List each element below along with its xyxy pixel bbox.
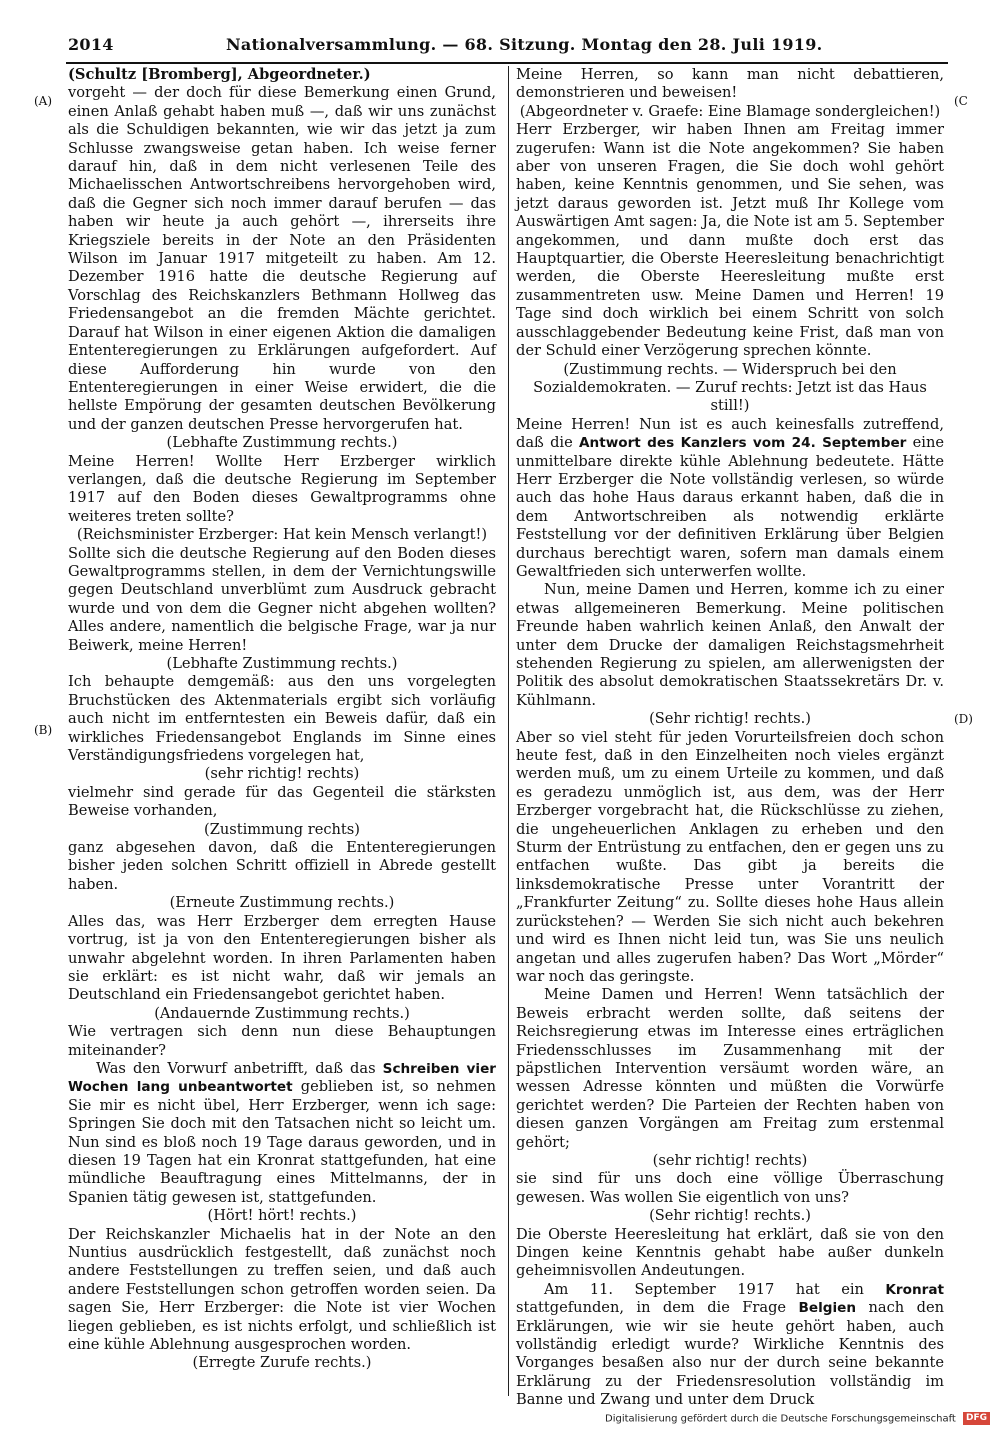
margin-marker-c: (C [954,94,968,108]
interjection: (Erneute Zustimmung rechts.) [169,894,395,912]
interjection: (Sehr richtig! rechts.) [649,710,811,728]
margin-marker-d: (D) [954,712,973,726]
paragraph: Aber so viel steht für jeden Vorurteilsfreien doch schon heute fest, daß in den Einzelheiten noch vieles ergänzt werden muß, um zu einem Urteile zu kommen, und daß es geradezu unmöglich ist, aus dem, was der Herr Erzberger vorgebracht hat, die Rückschlüsse zu ziehen, die ungeheuerlichen Anklagen zu erheben und den Sturm der Entrüstung zu entfachen, den er gegen uns zu entfachen wußte. Das gibt ja bereits die linksdemokratische Presse unter Vorantritt der „Frankfurter Zeitung“ zu. Sollte dieses hohe Haus allein zurückstehen? — Werden Sie sich nicht auch bekehren und wird es Ihnen nicht leid tun, was Sie uns neulich angetan und alles zugerufen haben? Das Wort „Mörder“ war noch das geringste. [516,728,944,985]
interjection: (sehr richtig! rechts) [204,765,360,783]
paragraph: Der Reichskanzler Michaelis hat in der Note an den Nuntius ausdrücklich festgestellt, daß zunächst noch andere Feststellungen zu treffen seien, und daß auch andere Feststellungen schon getroffen worden seien. Da sagen Sie, Herr Erzberger: die Note ist vier Wochen liegen geblieben, es ist nichts erfolgt, und schließlich ist eine kühle Ablehnung ausgesprochen worden. [68,1225,496,1354]
speaker-line: (Schultz [Bromberg], Abgeordneter.) [68,66,371,83]
paragraph: Die Oberste Heeresleitung hat erklärt, daß sie von den Dingen keine Kenntnis gehabt habe außer dunkeln geheimnisvollen Andeutungen. [516,1225,944,1280]
text-run: Meine Herren! Nun ist es auch keinesfalls zutreffend, daß die [516,415,944,452]
emphasis: Schreiben vier Wochen lang unbeantwortet [68,1060,496,1096]
interjection: (Sehr richtig! rechts.) [649,1207,811,1225]
emphasis: Antwort des Kanzlers vom 24. September [579,435,907,452]
paragraph: ganz abgesehen davon, daß die Ententeregierungen bisher jeden solchen Schritt offiziell in Abrede gestellt haben. [68,839,496,893]
paragraph: Meine Herren! Wollte Herr Erzberger wirklich verlangen, daß die deutsche Regierung im September 1917 auf den Boden dieses Gewaltprogramms ohne weiteres treten sollte? [68,452,496,525]
interjection: (sehr richtig! rechts) [652,1151,808,1169]
credit-text: Digitalisierung gefördert durch die Deutsche Forschungsgemeinschaft [605,1413,956,1425]
emphasis: Belgien [798,1300,857,1317]
margin-marker-b: (B) [34,723,53,737]
paragraph: vielmehr sind gerade für das Gegenteil die stärksten Beweise vorhanden, [68,783,496,820]
text-run: stattgefunden, in dem die Frage [516,1299,787,1317]
interjection: (Zustimmung rechts) [204,820,360,838]
text-run: Am 11. September 1917 hat ein [544,1280,864,1298]
page-number: 2014 [68,35,114,54]
emphasis: Kronrat [885,1281,945,1298]
column-divider [508,66,509,1396]
margin-marker-a: (A) [34,94,53,108]
running-title: Nationalversammlung. — 68. Sitzung. Montag den 28. Juli 1919. [226,35,823,54]
paragraph: Nun, meine Damen und Herren, komme ich zu einer etwas allgemeineren Bemerkung. Meine politischen Freunde haben wahrlich keinen Anlaß, den Anwalt der unter dem Drucke der damaligen Reichstagsmehrheit stehenden Regierung zu spielen, am allerwenigsten der Politik des absolut demokratischen Staatssekretärs Dr. v. Kühlmann. [516,581,944,709]
digitization-credit [605,1412,990,1428]
header-rule [66,62,948,64]
text-run: eine unmittelbare direkte kühle Ablehnung bedeutete. Hätte Herr Erzberger die Note vollständig verlesen, so würde auch das hohe Haus daraus erkannt haben, daß die in dem Antwortschreiben als notwendig erklärte Feststellung vor der definitiven Erklärung über Belgien durchaus berechtigt waren, sofern man damals einem Gewaltfrieden sich unterwerfen wollte. [516,434,945,580]
paragraph: Sollte sich die deutsche Regierung auf den Boden dieses Gewaltprogramms stellen, in dem der Vernichtungswille gegen Deutschland unverblümt zum Ausdruck gebracht wurde und von dem die Gegner nicht abgehen wollten? Alles andere, namentlich die belgische Frage, war ja nur Beiwerk, meine Herren! [68,544,496,654]
paragraph [516,1281,944,1410]
interjection: (Hört! hört! rechts.) [207,1207,357,1225]
text-run: Was den Vorwurf anbetrifft, daß das [96,1059,376,1077]
paragraph: Meine Damen und Herren! Wenn tatsächlich der Beweis erbracht werden sollte, daß seitens der Reichsregierung etwas im Interesse eines erträglichen Friedensschlusses im Zusammenhang mit der päpstlichen Intervention versäumt worden wäre, an wessen Adresse könnten und müßten die Vorwürfe gerichtet werden? Die Parteien der Rechten haben von diesen ganzen Vorgängen am Freitag zum erstenmal gehört; [516,986,944,1151]
paragraph: Herr Erzberger, wir haben Ihnen am Freitag immer zugerufen: Wann ist die Note angekommen? Sie haben aber von unseren Fragen, die Sie doch wohl gehört haben, keine Kenntnis genommen, und Sie sehen, was jetzt daraus geworden ist. Jetzt muß Ihr Kollege vom Auswärtigen Amt sagen: Ja, die Note ist am 5. September angekommen, und dann mußte doch erst das Hauptquartier, die Oberste Heeresleitung benachrichtigt werden, die Oberste Heeresleitung mußte erst zusammentreten usw. Meine Damen und Herren! 19 Tage sind doch wirklich bei einem Schritt von solch ausschlaggebender Bedeutung keine Frist, daß man von der Schuld einer Verzögerung sprechen könnte. [516,121,944,360]
interjection: (Zustimmung rechts. — Widerspruch bei den Sozialdemokraten. — Zuruf rechts: Jetzt ist das Haus still!) [533,360,927,415]
left-column [68,66,496,1373]
paragraph [68,1060,496,1207]
interjection: (Lebhafte Zustimmung rechts.) [166,655,398,672]
paragraph: Alles das, was Herr Erzberger dem erregten Hause vortrug, ist ja von den Ententeregierungen bisher als unwahr abgelehnt worden. In ihren Parlamenten haben sie erklärt: es ist nicht wahr, daß wir jemals an Deutschland ein Friedensangebot gerichtet haben. [68,912,496,1004]
text-run: nach den Erklärungen, wie wir sie heute gehört haben, auch vollständig erledigt wurde? Wirkliche Kenntnis des Vorganges besaßen also nur der durch seine bekannte Erklärung zu der Friedensresolution vollständig im Banne und Zwang und unter dem Druck [516,1299,944,1409]
interjection: (Andauernde Zustimmung rechts.) [154,1004,410,1022]
text-run: geblieben ist, so nehmen Sie mir es nicht übel, Herr Erzberger, wenn ich sage: Springen Sie doch mit den Tatsachen nicht so leicht um. Nun sind es bloß noch 19 Tage daraus geworden, und in diesen 19 Tagen hat ein Kronrat stattgefunden, hat eine mündliche Beauftragung eines Mittelmanns, der in Spanien tätig gewesen ist, stattgefunden. [68,1078,496,1206]
paragraph: Wie vertragen sich denn nun diese Behauptungen miteinander? [68,1023,496,1059]
page-header [68,35,948,61]
paragraph: sie sind für uns doch eine völlige Überraschung gewesen. Was wollen Sie eigentlich von uns? [516,1170,944,1206]
right-column [516,66,944,1410]
interjection: (Lebhafte Zustimmung rechts.) [166,434,398,452]
interjection: (Reichsminister Erzberger: Hat kein Mensch verlangt!) [76,526,488,544]
dfg-logo: DFG [963,1412,990,1425]
paragraph [516,416,944,582]
paragraph: Meine Herren, so kann man nicht debattieren, demonstrieren und beweisen! [516,66,944,102]
paragraph: Ich behaupte demgemäß: aus den uns vorgelegten Bruchstücken des Aktenmaterials ergibt sich vorläufig auch nicht im entferntesten ein Beweis dafür, daß ein wirkliches Friedensangebot Englands im Sinne eines Verständigungsfriedens vorgelegen hat, [68,673,496,765]
interjection: (Erregte Zurufe rechts.) [192,1354,372,1372]
paragraph: vorgeht — der doch für diese Bemerkung einen Grund, einen Anlaß gehabt haben muß —, daß wir uns zunächst als die Schuldigen bekannten, wie wir das jetzt ja zum Schlusse zwangsweise getan haben. Ich weise ferner darauf hin, daß in dem nicht verlesenen Teile des Michaelisschen Antwortschreibens hervorgehoben wird, daß die Gegner sich noch immer darauf berufen — das haben wir heute ja auch gehört —, ihrerseits ihre Kriegsziele bereits in der Note an den Präsidenten Wilson im Januar 1917 mitgeteilt zu haben. Am 12. Dezember 1916 hatte die deutsche Regierung auf Vorschlag des Reichskanzlers Bethmann Hollweg das Friedensangebot an die fremden Mächte gerichtet. Darauf hat Wilson in einer eigenen Aktion die damaligen Ententeregierungen zu Erklärungen aufgefordert. Auf diese Aufforderung hin wurde von den Ententeregierungen in einer Weise erwidert, die die hellste Empörung der gesamten deutschen Bevölkerung und der ganzen deutschen Presse hervorgerufen hat. [68,84,496,433]
interjection: (Abgeordneter v. Graefe: Eine Blamage sondergleichen!) [519,102,941,120]
